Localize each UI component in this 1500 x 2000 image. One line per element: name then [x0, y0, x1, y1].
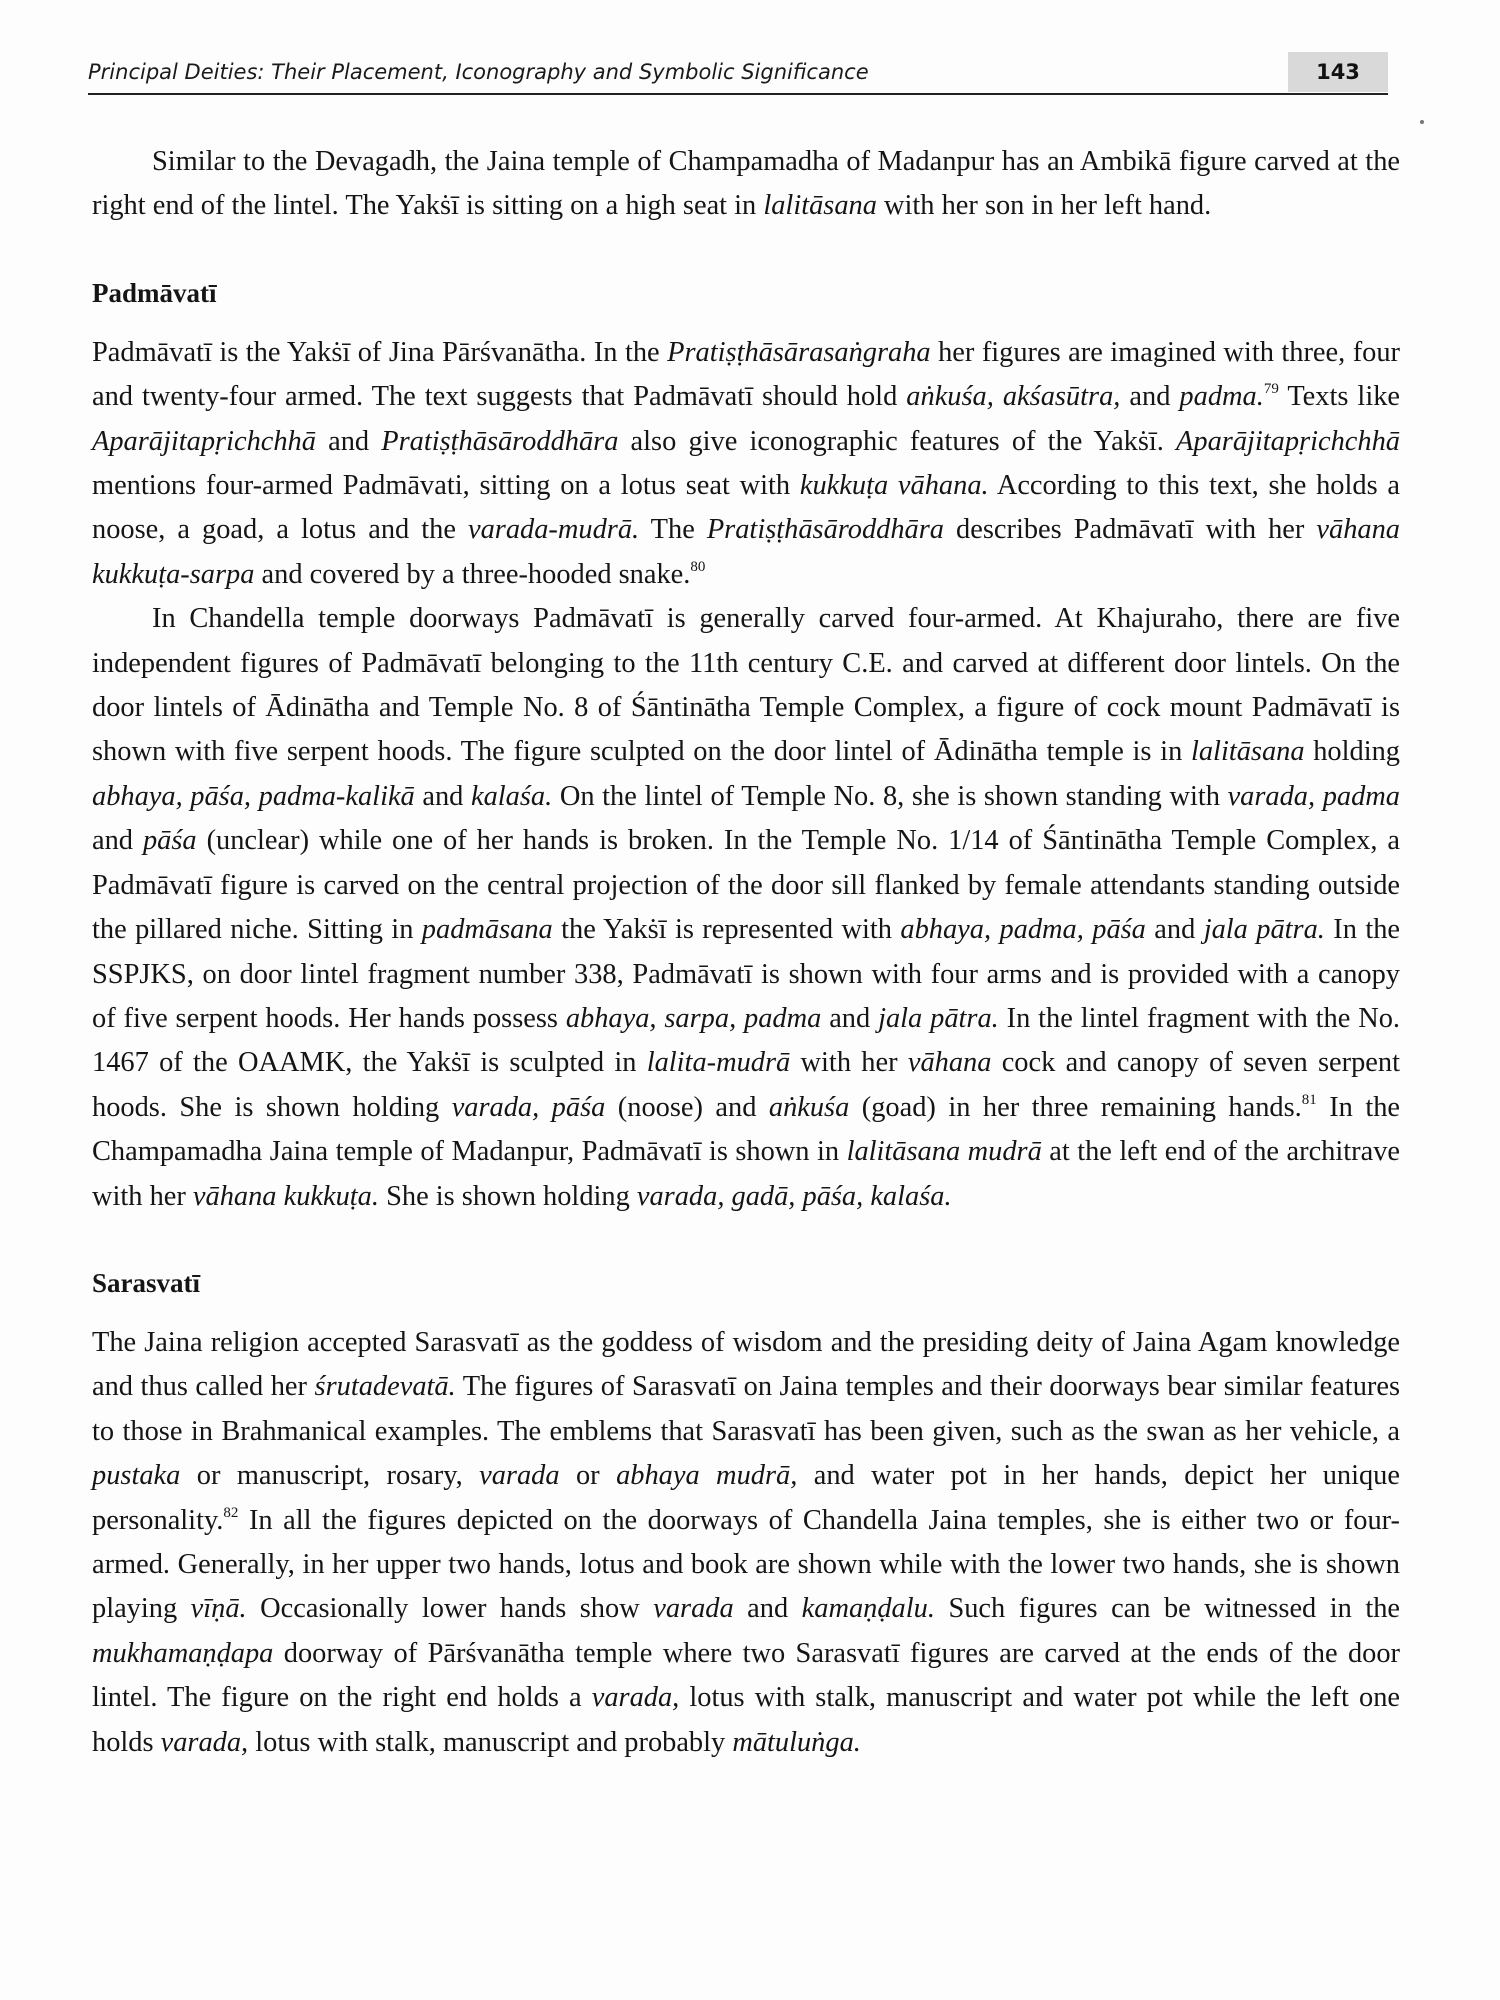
intro-paragraph: Similar to the Devagadh, the Jaina temple of Champamadha of Madanpur has an Ambikā figure carved at the right end of the lintel. The Yakṡī is sitting on a high seat in lalitāsana with her son in her left hand.	[92, 146, 1400, 222]
page-body	[92, 140, 1400, 1765]
padmavati-paragraph-1: Padmāvatī is the Yakṡī of Jina Pārśvanātha. In the Pratiṣṭhāsārasaṅgraha her figures are imagined with three, four and twenty-four armed. The text suggests that Padmāvatī should hold aṅkuśa, akśasūtra, and padma.$^{79}$ Texts like Aparājitapṛichchhā and Pratiṣṭhāsāroddhāra also give iconographic features of the Yakṡī. Aparājitapṛichchhā mentions four-armed Padmāvati, sitting on a lotus seat with kukkuṭa vāhana. According to this text, she holds a noose, a goad, a lotus and the varada-mudrā. The Pratiṣṭhāsāroddhāra describes Padmāvatī with her vāhana kukkuṭa-sarpa and covered by a three-hooded snake.$^{80}$	[92, 336, 1401, 590]
padmavati-paragraph-2: In Chandella temple doorways Padmāvatī is generally carved four-armed. At Khajuraho, there are five independent figures of Padmāvatī belonging to the 11th century C.E. and carved at different door lintels. On the door lintels of Ādinātha and Temple No. 8 of Śāntinātha Temple Complex, a figure of cock mount Padmāvatī is shown with five serpent hoods. The figure sculpted on the door lintel of Ādinātha temple is in lalitāsana holding abhaya, pāśa, padma-kalikā and kalaśa. On the lintel of Temple No. 8, she is shown standing with varada, padma and pāśa (unclear) while one of her hands is broken. In the Temple No. 1/14 of Śāntinātha Temple Complex, a Padmāvatī figure is carved on the central projection of the door sill flanked by female attendants standing outside the pillared niche. Sitting in padmāsana the Yakṡī is represented with abhaya, padma, pāśa and jala pātra. In the SSPJKS, on door lintel fragment number 338, Padmāvatī is shown with four arms and is provided with a canopy of five serpent hoods. Her hands possess abhaya, sarpa, padma and jala pātra. In the lintel fragment with the No. 1467 of the OAAMK, the Yakṡī is sculpted in lalita-mudrā with her vāhana cock and canopy of seven serpent hoods. She is shown holding varada, pāśa (noose) and aṅkuśa (goad) in her three remaining hands.$^{81}$ In the Champamadha Jaina temple of Madanpur, Padmāvatī is shown in lalitāsana mudrā at the left end of the architrave with her vāhana kukkuṭa. She is shown holding varada, gadā, pāśa, kalaśa.	[92, 603, 1401, 1212]
sarasvati-paragraph-1: The Jaina religion accepted Sarasvatī as the goddess of wisdom and the presiding deity of Jaina Agam knowledge and thus called her śrutadevatā. The figures of Sarasvatī on Jaina temples and their doorways bear similar features to those in Brahmanical examples. The emblems that Sarasvatī has been given, such as the swan as her vehicle, a pustaka or manuscript, rosary, varada or abhaya mudrā, and water pot in her hands, depict her unique personality.$^{82}$ In all the figures depicted on the doorways of Chandella Jaina temples, she is either two or four-armed. Generally, in her upper two hands, lotus and book are shown while with the lower two hands, she is shown playing vīṇā. Occasionally lower hands show varada and kamaṇḍalu. Such figures can be witnessed in the mukhamaṇḍapa doorway of Pārśvanātha temple where two Sarasvatī figures are carved at the ends of the door lintel. The figure on the right end holds a varada, lotus with stalk, manuscript and water pot while the left one holds varada, lotus with stalk, manuscript and probably mātuluṅga.	[92, 1326, 1401, 1758]
header-rule	[88, 93, 1388, 95]
page-header	[88, 56, 1388, 96]
footnote-ref: 82	[223, 1504, 239, 1521]
running-head: Principal Deities: Their Placement, Iconography and Symbolic Significance	[88, 60, 869, 84]
footnote-ref: 80	[690, 558, 706, 575]
footnote-ref: 81	[1301, 1091, 1317, 1108]
scan-mark	[1420, 120, 1424, 124]
section-heading-padmavati: Padmāvatī	[92, 277, 217, 308]
page-number: 143	[1288, 52, 1388, 92]
footnote-ref: 79	[1263, 381, 1279, 398]
section-heading-sarasvati: Sarasvatī	[92, 1267, 200, 1298]
